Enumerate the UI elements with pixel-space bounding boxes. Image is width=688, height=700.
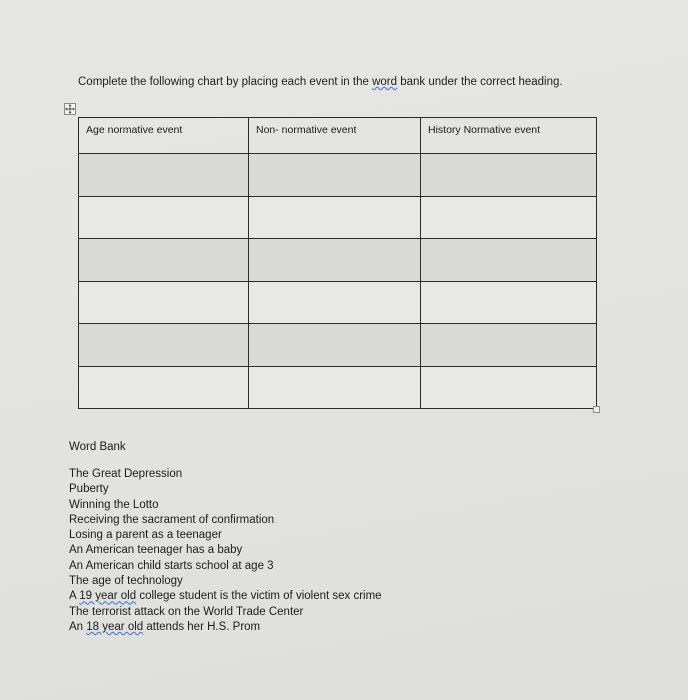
item-text: Winning the Lotto: [69, 498, 159, 511]
word-bank: [69, 441, 382, 635]
table-cell[interactable]: [79, 324, 249, 367]
list-item: [69, 559, 382, 574]
table-cell[interactable]: [421, 154, 597, 197]
list-item: [69, 467, 382, 482]
item-text: An American teenager has a baby: [69, 544, 243, 557]
list-item: [69, 574, 382, 589]
header-history-normative: History Normative event: [421, 118, 597, 154]
move-handle-icon[interactable]: [64, 103, 76, 115]
spellcheck-flagged-word: 19 year old: [79, 590, 137, 603]
table-row: [79, 324, 597, 367]
instructions-part: Complete the following chart by placing each event in the: [78, 76, 373, 88]
table-cell[interactable]: [421, 366, 597, 409]
table-row: [79, 366, 597, 409]
header-non-normative: Non- normative event: [249, 118, 421, 154]
item-text: Puberty: [69, 483, 109, 496]
item-text: college student is the victim of violent sex crime: [136, 590, 382, 603]
table-row: [79, 154, 597, 197]
table-cell[interactable]: [249, 154, 421, 197]
list-item: [69, 620, 382, 635]
item-text: The age of technology: [69, 575, 183, 588]
table-cell[interactable]: [79, 366, 249, 409]
item-text: The Great Depression: [69, 468, 183, 480]
table-cell[interactable]: [249, 281, 421, 324]
table-header-row: [79, 118, 597, 154]
item-text: attends her H.S. Prom: [143, 620, 261, 633]
item-text: Receiving the sacrament of confirmation: [69, 513, 275, 526]
table-cell[interactable]: [249, 239, 421, 282]
list-item: [69, 605, 382, 620]
list-item: [69, 513, 382, 528]
spellcheck-flagged-word[interactable]: word: [372, 76, 398, 88]
events-chart-table: [78, 117, 597, 409]
item-text: A: [69, 590, 80, 603]
list-item: [69, 482, 382, 497]
resize-handle-icon[interactable]: [593, 406, 600, 413]
table-cell[interactable]: [79, 239, 249, 282]
spellcheck-flagged-word: 18 year old: [86, 620, 144, 633]
table-cell[interactable]: [79, 196, 249, 239]
table-cell[interactable]: [249, 324, 421, 367]
list-item: [69, 528, 382, 543]
item-text: Losing a parent as a teenager: [69, 529, 222, 542]
table-row: [79, 196, 597, 239]
table-cell[interactable]: [421, 239, 597, 282]
list-item: [69, 589, 382, 604]
table-row: [79, 281, 597, 324]
item-text: An American child starts school at age 3: [69, 559, 274, 572]
table-cell[interactable]: [421, 281, 597, 324]
table-row: [79, 239, 597, 282]
word-bank-list: [69, 467, 382, 635]
header-age-normative: Age normative event: [79, 118, 249, 154]
table-cell[interactable]: [79, 154, 249, 197]
table-cell[interactable]: [421, 324, 597, 367]
table-cell[interactable]: [79, 281, 249, 324]
list-item: [69, 498, 382, 513]
list-item: [69, 543, 382, 558]
table-cell[interactable]: [249, 366, 421, 409]
instructions-text: [78, 76, 563, 88]
table-cell[interactable]: [249, 196, 421, 239]
word-bank-title: Word Bank: [69, 441, 126, 453]
table-cell[interactable]: [421, 196, 597, 239]
item-text: The terrorist attack on the World Trade Center: [69, 605, 304, 618]
instructions-part: bank under the correct heading.: [397, 76, 563, 88]
item-text: An: [69, 620, 87, 633]
